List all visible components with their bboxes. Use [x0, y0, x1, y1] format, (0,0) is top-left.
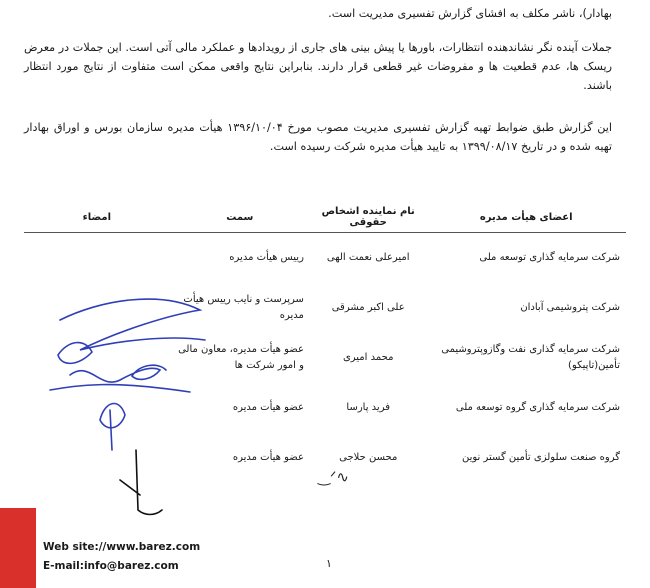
- signature-stroke: [100, 404, 125, 450]
- footer-website: Web site://www.barez.com: [43, 541, 201, 553]
- forward-looking-paragraph: جملات آینده نگر نشاندهنده انتظارات، باورها یا پیش بینی های جاری از رویدادها و عملکرد مالی آتی است. این جملات در معرض ریسک ها، عدم قطعیت ها و مفروضات غیر قطعی قرار دارند. بنابراین نتایج واقعی ممکن است متفاوت از نتایج مورد انتظار باشند.: [24, 41, 612, 92]
- approval-paragraph: این گزارش طبق ضوابط تهیه گزارش تفسیری مدیریت مصوب مورخ ۱۳۹۶/۱۰/۰۴ هیأت مدیره سازمان بورس و اوراق بهادار تهیه شده و در تاریخ ۱۳۹۹/۰۸/۱۷ به تایید هیأت مدیره شرکت رسیده است.: [24, 121, 613, 153]
- board-signature: [40, 280, 210, 540]
- header-member: اعضای هیأت مدیره: [427, 202, 627, 233]
- red-accent-bar: [0, 508, 36, 588]
- position-title: عضو هیأت مدیره، معاون مالی و امور شرکت ها: [178, 344, 304, 371]
- position-title: رییس هیأت مدیره: [229, 252, 304, 263]
- signature-stroke: [50, 385, 190, 392]
- representative-name: محسن حلاجی: [339, 452, 398, 463]
- page-number: ۱: [326, 557, 332, 570]
- representative-name: امیرعلی نعمت الهی: [326, 252, 410, 263]
- intro-paragraph: بهادار)، ناشر مکلف به افشای گزارش تفسیری مدیریت است.: [328, 7, 612, 20]
- handwritten-initials-icon: ‿ᐟ∿: [318, 468, 349, 486]
- header-signature: امضاء: [24, 202, 170, 233]
- member-name: شرکت سرمایه گذاری توسعه ملی: [479, 252, 620, 263]
- signature-stroke: [70, 365, 166, 382]
- representative-name: علی اکبر مشرقی: [331, 302, 405, 313]
- representative-name: محمد امیری: [342, 352, 394, 363]
- signature-stroke: [120, 450, 162, 515]
- member-name: شرکت پتروشیمی آبادان: [520, 302, 620, 313]
- header-position: سمت: [170, 202, 310, 233]
- member-name: گروه صنعت سلولزی تأمین گستر نوین: [461, 452, 620, 463]
- footer-email: E-mail:info@barez.com: [43, 560, 179, 572]
- table-header-row: [24, 202, 626, 233]
- header-representative: نام نماینده اشخاص حقوقی: [310, 202, 427, 233]
- position-title: سرپرست و نایب رییس هیأت مدیره: [183, 294, 304, 321]
- member-name: شرکت سرمایه گذاری گروه توسعه ملی: [455, 402, 620, 413]
- signature-stroke: [58, 343, 92, 364]
- member-name: شرکت سرمایه گذاری نفت وگازوپتروشیمی تأمین(تاپیکو): [441, 344, 620, 371]
- representative-name: فرید پارسا: [346, 402, 390, 413]
- position-title: عضو هیأت مدیره: [232, 452, 304, 463]
- signature-cell: [24, 233, 170, 284]
- table-row: [24, 233, 626, 284]
- position-title: عضو هیأت مدیره: [232, 402, 304, 413]
